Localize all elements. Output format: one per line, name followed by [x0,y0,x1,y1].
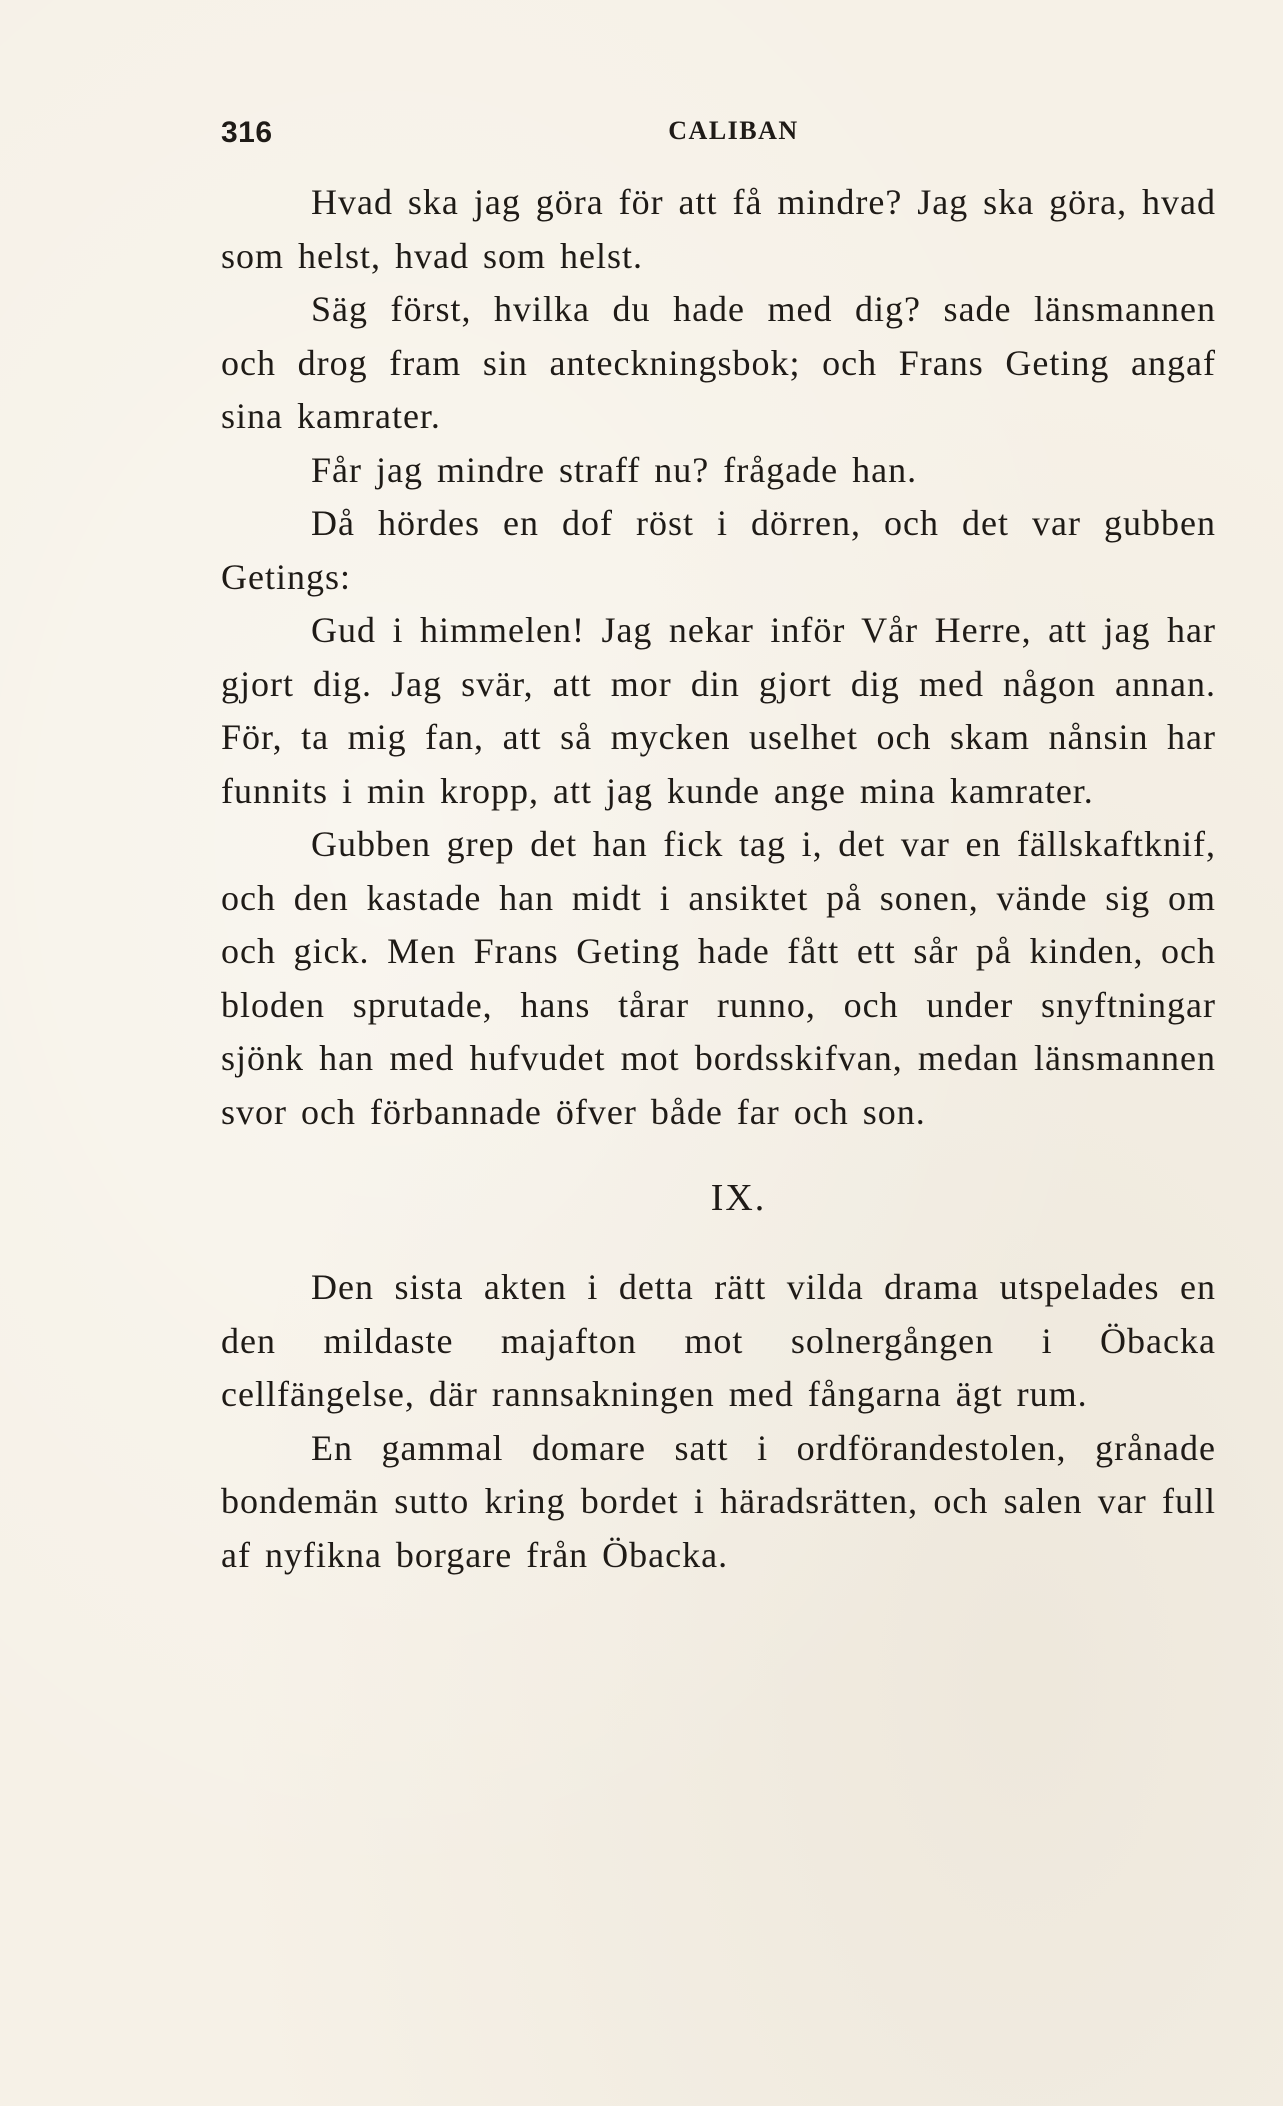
paragraph: Den sista akten i detta rätt vilda drama utspelades en den mildaste majafton mot solnergången i Öbacka cellfängelse, där rannsakningen med fångarna ägt rum. [221,1267,1216,1414]
book-title: CALIBAN [668,116,799,145]
paragraph: Gubben grep det han fick tag i, det var en fällskaftknif, och den kastade han midt i ansiktet på sonen, vände sig om och gick. Men Frans Geting hade fått ett sår på kinden, och bloden sprutade, hans tårar runno, och under snyftningar sjönk han med hufvudet mot bordsskifvan, medan länsmannen svor och förbannade öfver både far och son. [221,824,1216,1132]
chapter-heading: IX. [710,1177,767,1219]
body-text-section-two [221,1261,1216,1582]
paragraph: Då hördes en dof röst i dörren, och det var gubben Getings: [221,503,1216,597]
running-head [221,110,1216,154]
paragraph: Hvad ska jag göra för att få mindre? Jag ska göra, hvad som helst, hvad som helst. [221,182,1216,276]
page-number: 316 [221,116,273,149]
paragraph: En gammal domare satt i ordförandestolen, grånade bondemän sutto kring bordet i häradsrätten, och salen var full af nyfikna borgare från Öbacka. [221,1427,1216,1575]
body-text-section-one [221,176,1216,1139]
paragraph: Får jag mindre straff nu? frågade han. [311,449,918,490]
book-page [221,110,1216,1582]
paragraph: Gud i himmelen! Jag nekar inför Vår Herre, att jag har gjort dig. Jag svär, att mor din gjort dig med någon annan. För, ta mig fan, att så mycken uselhet och skam nånsin har funnits i min kropp, att jag kunde ange mina kamrater. [221,610,1216,811]
paragraph: Säg först, hvilka du hade med dig? sade länsmannen och drog fram sin anteckningsbok; och Frans Geting angaf sina kamrater. [221,289,1216,436]
